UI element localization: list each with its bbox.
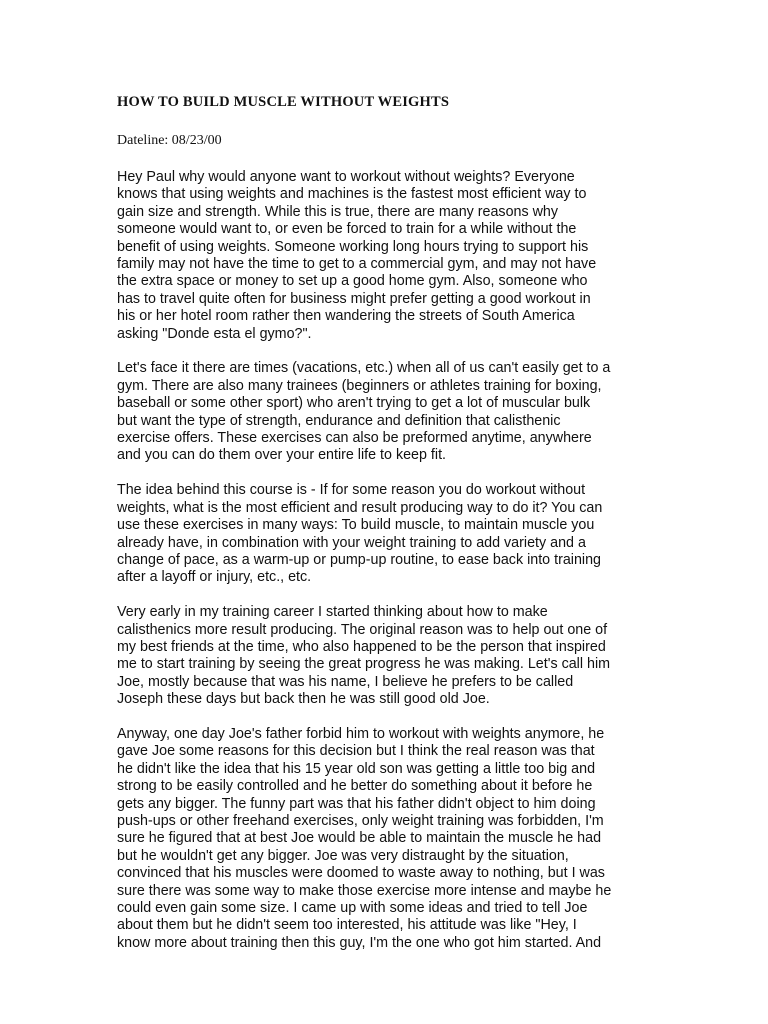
- text-line: convinced that his muscles were doomed to waste away to nothing, but I was: [117, 865, 605, 882]
- text-line: already have, in combination with your weight training to add variety and a: [117, 534, 586, 551]
- text-line: Hey Paul why would anyone want to workout without weights? Everyone: [117, 169, 575, 185]
- text-line: Very early in my training career I started thinking about how to make: [117, 604, 548, 621]
- text-line: strong to be easily controlled and he better do something about it before he: [117, 778, 593, 795]
- text-line: his or her hotel room rather then wandering the streets of South America: [117, 308, 575, 325]
- paragraph: [117, 169, 647, 343]
- text-line: about them but he didn't seem too interested, his attitude was like "Hey, I: [117, 917, 577, 934]
- text-line: baseball or some other sport) who aren't trying to get a lot of muscular bulk: [117, 395, 591, 412]
- text-line: after a layoff or injury, etc., etc.: [117, 569, 312, 586]
- text-line: Joseph these days but back then he was still good old Joe.: [117, 691, 490, 708]
- text-line: and you can do them over your entire life to keep fit.: [117, 447, 447, 464]
- text-line: knows that using weights and machines is the fastest most efficient way to: [117, 186, 587, 203]
- document-body: [117, 169, 647, 952]
- text-line: benefit of using weights. Someone working long hours trying to support his: [117, 238, 589, 255]
- paragraph: [117, 482, 647, 586]
- text-line: push-ups or other freehand exercises, only weight training was forbidden, I'm: [117, 812, 604, 829]
- text-line: the extra space or money to set up a good home gym. Also, someone who: [117, 273, 588, 290]
- text-line: someone would want to, or even be forced to train for a while without the: [117, 221, 577, 238]
- paragraph: [117, 726, 647, 952]
- document-page: [117, 92, 647, 970]
- text-line: gets any bigger. The funny part was that his father didn't object to him doing: [117, 795, 596, 812]
- text-line: me to start training by seeing the great progress he was making. Let's call him: [117, 656, 611, 673]
- paragraph: [117, 360, 647, 464]
- text-line: gym. There are also many trainees (beginners or athletes training for boxing,: [117, 377, 602, 394]
- text-line: The idea behind this course is - If for some reason you do workout without: [117, 482, 586, 499]
- text-line: but he wouldn't get any bigger. Joe was very distraught by the situation,: [117, 847, 569, 864]
- text-line: my best friends at the time, who also happened to be the person that inspired: [117, 638, 606, 655]
- paragraph: [117, 604, 647, 708]
- text-line: change of pace, as a warm-up or pump-up routine, to ease back into training: [117, 551, 601, 568]
- text-line: asking "Donde esta el gymo?".: [117, 325, 312, 342]
- text-line: gain size and strength. While this is true, there are many reasons why: [117, 203, 559, 220]
- text-line: gave Joe some reasons for this decision but I think the real reason was that: [117, 743, 595, 760]
- text-line: family may not have the time to get to a commercial gym, and may not have: [117, 256, 597, 273]
- text-line: use these exercises in many ways: To build muscle, to maintain muscle you: [117, 517, 595, 534]
- text-line: sure he figured that at best Joe would be able to maintain the muscle he had: [117, 830, 602, 847]
- text-line: know more about training then this guy, I'm the one who got him started. And: [117, 934, 602, 951]
- text-line: Anyway, one day Joe's father forbid him to workout with weights anymore, he: [117, 725, 605, 742]
- text-line: Let's face it there are times (vacations, etc.) when all of us can't easily get to a: [117, 360, 611, 377]
- text-line: but want the type of strength, endurance and definition that calisthenic: [117, 412, 561, 429]
- text-line: Joe, mostly because that was his name, I believe he prefers to be called: [117, 673, 574, 690]
- text-line: sure there was some way to make those exercise more intense and maybe he: [117, 882, 612, 899]
- document-title: HOW TO BUILD MUSCLE WITHOUT WEIGHTS: [117, 94, 450, 110]
- text-line: he didn't like the idea that his 15 year old son was getting a little too big and: [117, 760, 596, 777]
- text-line: weights, what is the most efficient and result producing way to do it? You can: [117, 499, 603, 516]
- text-line: could even gain some size. I came up with some ideas and tried to tell Joe: [117, 900, 588, 916]
- text-line: has to travel quite often for business might prefer getting a good workout in: [117, 290, 591, 307]
- dateline: Dateline: 08/23/00: [117, 133, 222, 148]
- text-line: exercise offers. These exercises can also be preformed anytime, anywhere: [117, 430, 592, 447]
- text-line: calisthenics more result producing. The original reason was to help out one of: [117, 621, 608, 638]
